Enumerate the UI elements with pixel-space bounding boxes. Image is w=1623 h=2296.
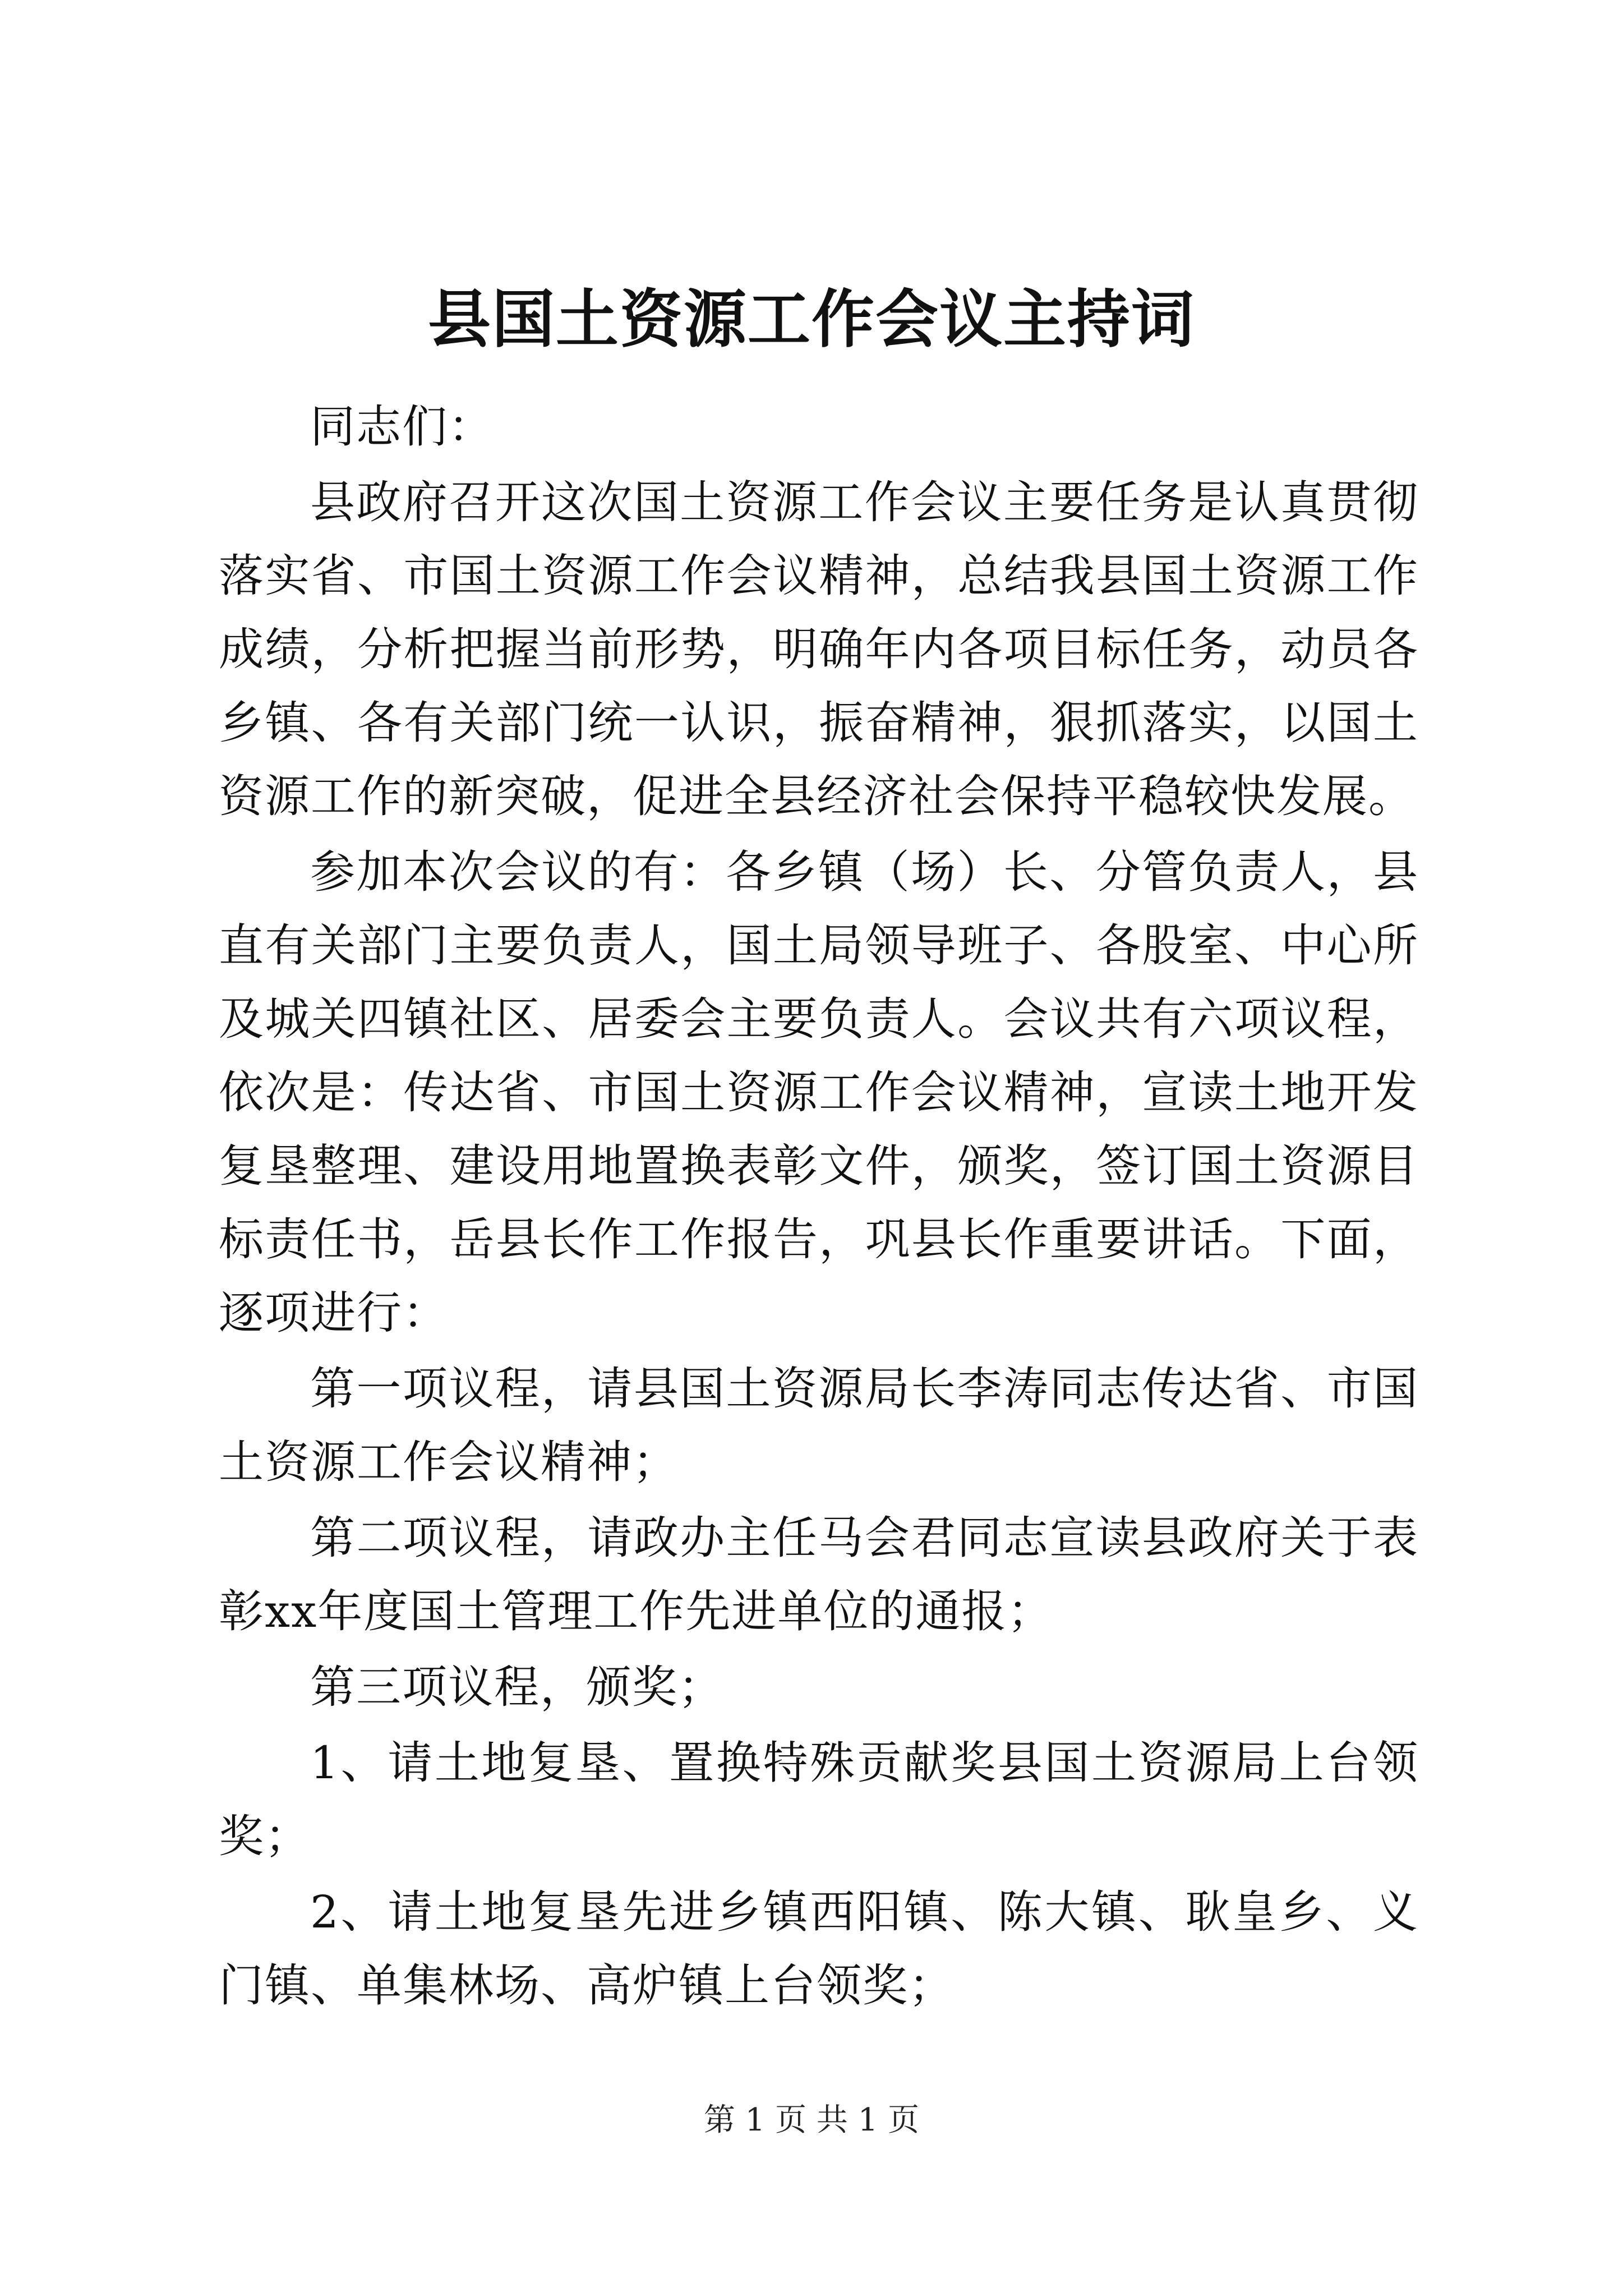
paragraph-agenda-item-2: 第二项议程，请政办主任马会君同志宣读县政府关于表彰xx年度国土管理工作先进单位的通报； xyxy=(219,1512,1419,1637)
paragraph-agenda-item-1: 第一项议程，请县国土资源局长李涛同志传达省、市国土资源工作会议精神； xyxy=(219,1363,1419,1488)
paragraph-meeting-purpose: 县政府召开这次国土资源工作会议主要任务是认真贯彻落实省、市国土资源工作会议精神，总结我县国土资源工作成绩，分析把握当前形势，明确年内各项目标任务，动员各乡镇、各有关部门统一认识，振奋精神，狠抓落实，以国土资源工作的新突破，促进全县经济社会保持平稳较快发展。 xyxy=(219,476,1419,822)
paragraph-agenda-item-3: 第三项议程，颁奖； xyxy=(310,1661,724,1713)
paragraph-attendees-agenda: 参加本次会议的有：各乡镇（场）长、分管负责人，县直有关部门主要负责人，国土局领导班子、各股室、中心所及城关四镇社区、居委会主要负责人。会议共有六项议程，依次是：传达省、市国土资源工作会议精神，宣读土地开发复垦整理、建设用地置换表彰文件，颁奖，签订国土资源目标责任书，岳县长作工作报告，巩县长作重要讲话。下面，逐项进行： xyxy=(219,846,1419,1339)
paragraph-award-2: 2、请土地复垦先进乡镇西阳镇、陈大镇、耿皇乡、义门镇、单集林场、高炉镇上台领奖； xyxy=(219,1886,1419,2012)
page-number-footer: 第 1 页 共 1 页 xyxy=(703,2102,920,2138)
paragraph-award-1: 1、请土地复垦、置换特殊贡献奖县国土资源局上台领奖； xyxy=(219,1737,1419,1862)
paragraph-greeting: 同志们： xyxy=(310,401,494,453)
document-body xyxy=(219,390,1419,2024)
document-title: 县国土资源工作会议主持词 xyxy=(428,283,1195,356)
